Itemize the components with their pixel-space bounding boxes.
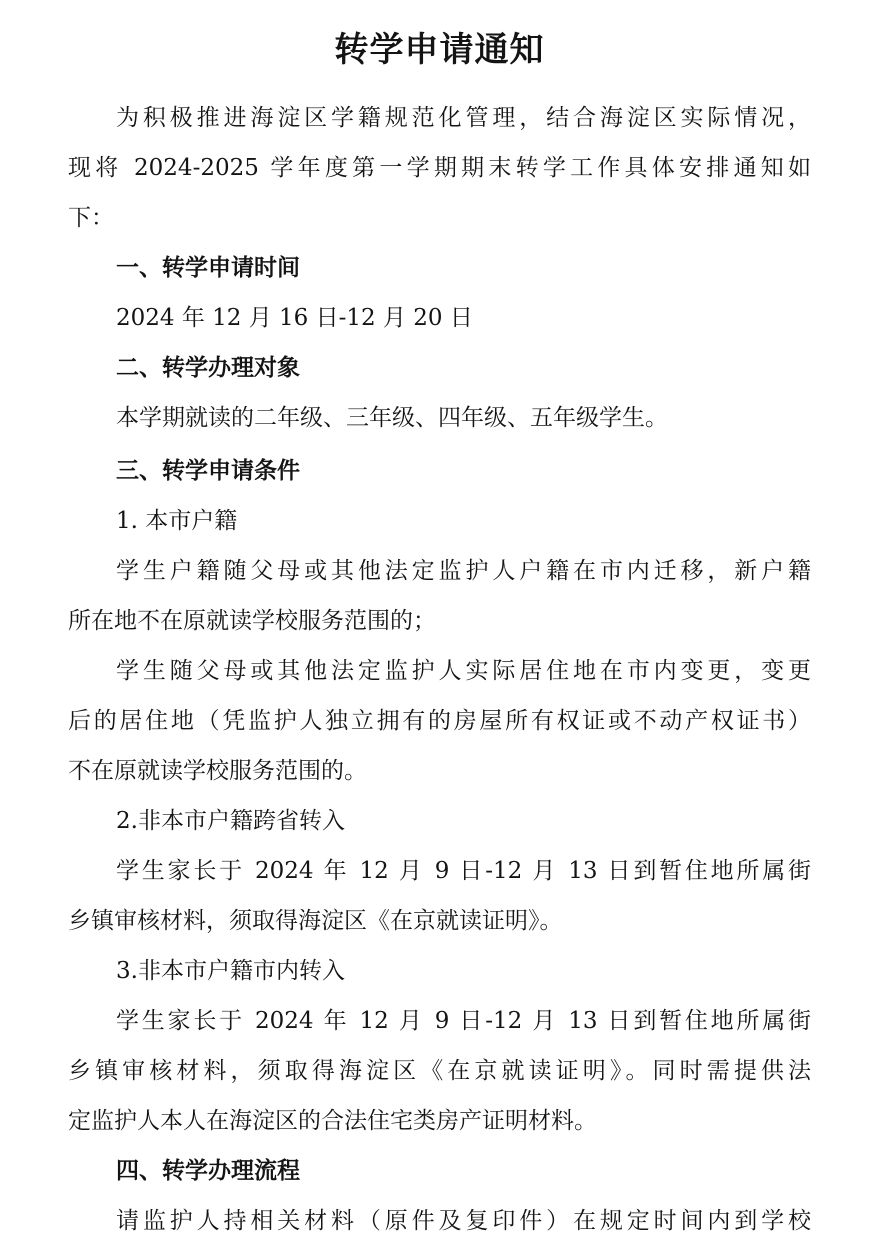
section-1-text: 2024 年 12 月 16 日-12 月 20 日	[116, 305, 473, 331]
section-3-sub-3-line-3: 定监护人本人在海淀区的合法住宅类房产证明材料。	[68, 1108, 597, 1134]
section-4-heading: 四、转学办理流程	[116, 1158, 300, 1184]
section-3-sub-1-p2-line-3: 不在原就读学校服务范围的。	[68, 758, 367, 784]
section-2-heading: 二、转学办理对象	[116, 355, 300, 381]
section-3-sub-1-title: 1. 本市户籍	[116, 508, 238, 534]
intro-line-2: 现将 2024-2025 学年度第一学期期末转学工作具体安排通知如	[68, 155, 811, 181]
section-3-sub-2-title: 2.非本市户籍跨省转入	[116, 808, 345, 834]
section-3-sub-3-line-2: 乡镇审核材料，须取得海淀区《在京就读证明》。同时需提供法	[68, 1058, 811, 1084]
section-3-sub-1-p2-line-2: 后的居住地（凭监护人独立拥有的房屋所有权证或不动产权证书）	[68, 708, 811, 734]
section-4-text: 请监护人持相关材料（原件及复印件）在规定时间内到学校	[116, 1208, 811, 1234]
section-3-sub-3-line-1: 学生家长于 2024 年 12 月 9 日-12 月 13 日到暂住地所属街	[116, 1008, 811, 1034]
section-3-sub-1-p2-line-1: 学生随父母或其他法定监护人实际居住地在市内变更，变更	[116, 658, 811, 684]
section-3-sub-3-title: 3.非本市户籍市内转入	[116, 958, 345, 984]
page-title: 转学申请通知	[334, 30, 545, 70]
intro-line-3: 下：	[68, 205, 114, 231]
section-2-text: 本学期就读的二年级、三年级、四年级、五年级学生。	[116, 405, 668, 431]
section-3-sub-2-line-2: 乡镇审核材料，须取得海淀区《在京就读证明》。	[68, 908, 563, 934]
section-1-heading: 一、转学申请时间	[116, 255, 300, 281]
section-3-sub-1-p1-line-2: 所在地不在原就读学校服务范围的；	[68, 608, 436, 634]
section-3-sub-2-line-1: 学生家长于 2024 年 12 月 9 日-12 月 13 日到暂住地所属街	[116, 858, 811, 884]
section-3-sub-1-p1-line-1: 学生户籍随父母或其他法定监护人户籍在市内迁移，新户籍	[116, 558, 811, 584]
intro-line-1: 为积极推进海淀区学籍规范化管理，结合海淀区实际情况，	[116, 105, 811, 131]
section-3-heading: 三、转学申请条件	[116, 458, 300, 484]
